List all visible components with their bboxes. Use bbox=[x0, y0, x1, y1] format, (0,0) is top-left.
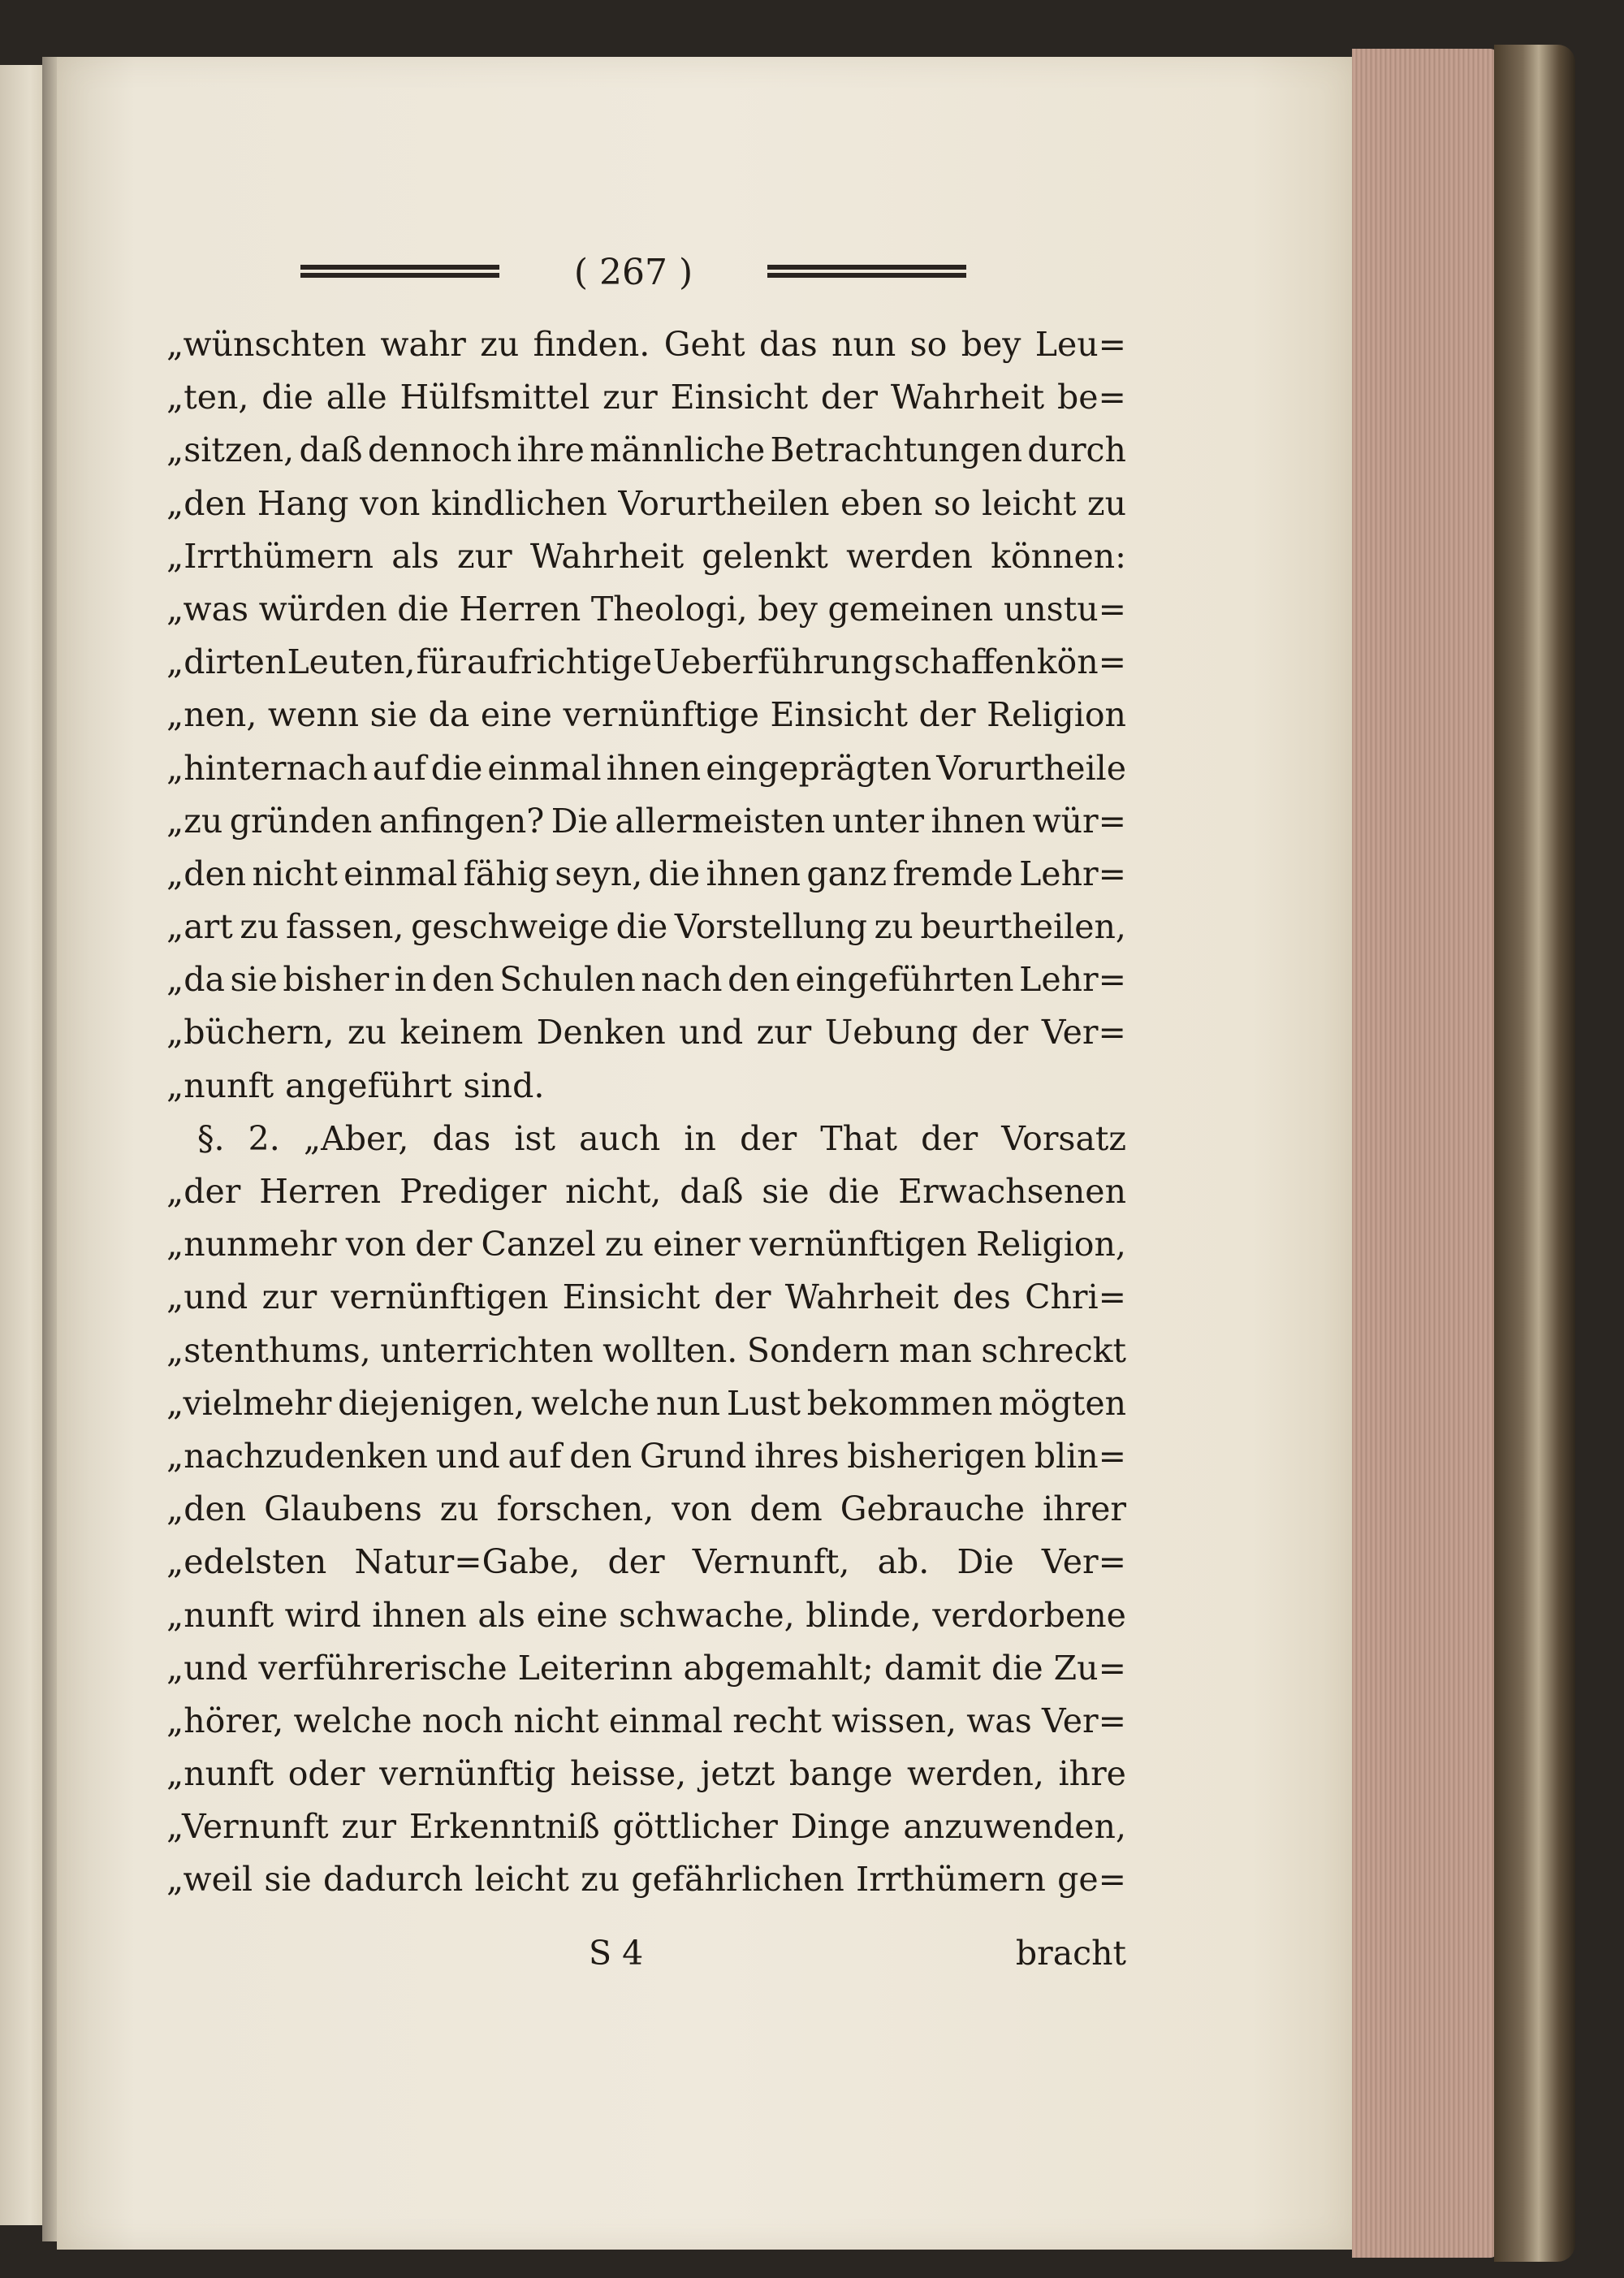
text-line: „den Hang von kindlichen Vorurtheilen eben so leicht zu bbox=[166, 483, 1126, 523]
book-spine bbox=[1494, 45, 1575, 2262]
text-line: „ten, die alle Hülfsmittel zur Einsicht der Wahrheit be= bbox=[166, 378, 1126, 417]
text-line: „und verführerische Leiterinn abgemahlt; damit die Zu= bbox=[166, 1648, 1126, 1688]
body-text bbox=[166, 318, 1126, 1907]
text-line: „nunft oder vernünftig heisse, jetzt bange werden, ihre bbox=[166, 1754, 1126, 1794]
text-line: §. 2. „Aber, das ist auch in der That der Vorsatz bbox=[197, 1118, 1126, 1158]
signature-mark: S 4 bbox=[589, 1934, 644, 1973]
text-line: „der Herren Prediger nicht, daß sie die Erwachsenen bbox=[166, 1172, 1126, 1211]
page-footer bbox=[166, 1925, 1126, 1982]
text-line: „büchern, zu keinem Denken und zur Uebung der Ver= bbox=[166, 1013, 1126, 1053]
text-line: „weil sie dadurch leicht zu gefährlichen Irrthümern ge= bbox=[166, 1860, 1126, 1900]
text-line: „art zu fassen, geschweige die Vorstellung zu beurtheilen, bbox=[166, 907, 1126, 947]
text-line: „zu gründen anfingen? Die allermeisten unter ihnen wür= bbox=[166, 801, 1126, 841]
text-line: „nunft angeführt sind. bbox=[166, 1066, 545, 1105]
text-line: „nunmehr von der Canzel zu einer vernünftigen Religion, bbox=[166, 1225, 1126, 1264]
text-line: „nachzudenken und auf den Grund ihres bisherigen blin= bbox=[166, 1436, 1126, 1476]
text-line: „was würden die Herren Theologi, bey gemeinen unstu= bbox=[166, 589, 1126, 629]
text-line: „Irrthümern als zur Wahrheit gelenkt werden können: bbox=[166, 536, 1126, 576]
text-line: „vielmehr diejenigen, welche nun Lust bekommen mögten bbox=[166, 1383, 1126, 1423]
catchword: bracht bbox=[1015, 1934, 1126, 1973]
text-line: „und zur vernünftigen Einsicht der Wahrheit des Chri= bbox=[166, 1277, 1126, 1317]
page-number: ( 267 ) bbox=[573, 252, 693, 293]
text-line: „dirten Leuten, für aufrichtige Ueberführung schaffen kön= bbox=[166, 642, 1126, 682]
text-line: „den Glaubens zu forschen, von dem Gebrauche ihrer bbox=[166, 1489, 1126, 1529]
header-rule-left bbox=[300, 265, 499, 278]
page-header bbox=[300, 250, 966, 299]
text-line: „hinternach auf die einmal ihnen eingeprägten Vorurtheile bbox=[166, 748, 1126, 788]
text-line: „hörer, welche noch nicht einmal recht wissen, was Ver= bbox=[166, 1701, 1126, 1740]
text-line: „sitzen, daß dennoch ihre männliche Betrachtungen durch bbox=[166, 430, 1126, 470]
text-line: „stenthums, unterrichten wollten. Sondern man schreckt bbox=[166, 1330, 1126, 1370]
page-block-edge bbox=[1352, 49, 1498, 2258]
text-line: „da sie bisher in den Schulen nach den eingeführten Lehr= bbox=[166, 960, 1126, 1000]
text-line: „nen, wenn sie da eine vernünftige Einsicht der Religion bbox=[166, 695, 1126, 735]
text-line: „edelsten Natur=Gabe, der Vernunft, ab. Die Ver= bbox=[166, 1542, 1126, 1582]
text-line: „den nicht einmal fähig seyn, die ihnen ganz fremde Lehr= bbox=[166, 854, 1126, 893]
header-rule-right bbox=[767, 265, 966, 278]
text-line: „wünschten wahr zu finden. Geht das nun so bey Leu= bbox=[166, 325, 1126, 364]
text-line: „nunft wird ihnen als eine schwache, blinde, verdorbene bbox=[166, 1595, 1126, 1635]
text-line: „Vernunft zur Erkenntniß göttlicher Dinge anzuwenden, bbox=[166, 1807, 1126, 1847]
